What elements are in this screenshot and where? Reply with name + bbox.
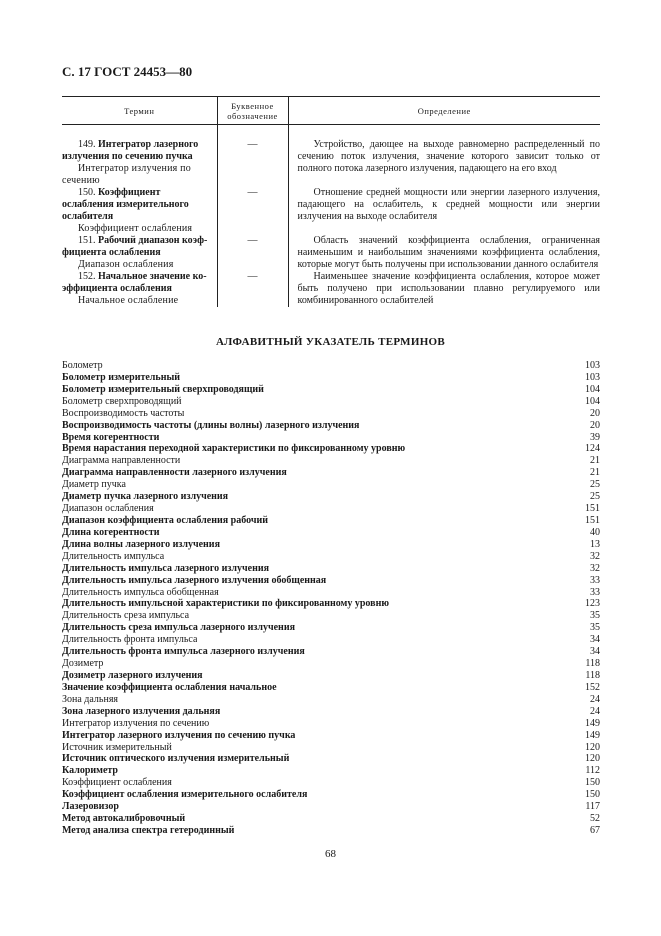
index-entry — [62, 825, 600, 837]
index-entry — [62, 491, 600, 503]
index-entry — [62, 777, 600, 789]
term-number: 152. — [78, 271, 96, 282]
term-synonym: Коэффициент ослабления — [78, 223, 193, 234]
index-term: Воспроизводимость частоты — [62, 407, 185, 419]
index-page-ref: 103 — [585, 371, 600, 383]
abbreviation-cell — [217, 235, 288, 271]
term-bold-2: излучения по сечению пучка — [62, 151, 193, 162]
table-header-row — [62, 97, 600, 125]
index-page-ref: 32 — [590, 550, 600, 562]
index-entry — [62, 682, 600, 694]
index-page-ref: 151 — [585, 514, 600, 526]
term-cell — [62, 125, 217, 188]
page-header: С. 17 ГОСТ 24453—80 — [62, 64, 193, 79]
index-page-ref: 35 — [590, 610, 600, 622]
term-main — [62, 187, 215, 223]
index-list — [62, 360, 600, 837]
index-entry — [62, 789, 600, 801]
index-term: Длительность фронта импульса — [62, 634, 198, 646]
index-term: Калориметр — [62, 765, 118, 777]
index-page-ref: 24 — [590, 705, 600, 717]
abbreviation-cell — [217, 271, 288, 307]
index-page-ref: 34 — [590, 634, 600, 646]
index-entry — [62, 646, 600, 658]
index-entry — [62, 694, 600, 706]
index-term: Длительность импульса — [62, 550, 165, 562]
term-number: 149. — [78, 139, 96, 150]
index-term: Длительность среза импульса лазерного излучения — [62, 622, 295, 634]
index-term: Болометр измерительный сверхпроводящий — [62, 383, 264, 395]
index-term: Болометр — [62, 360, 103, 371]
header-abbreviation — [217, 97, 288, 125]
index-entry — [62, 813, 600, 825]
index-entry — [62, 610, 600, 622]
index-page-ref: 24 — [590, 693, 600, 705]
index-term: Дозиметр — [62, 658, 104, 670]
index-term: Болометр сверхпроводящий — [62, 395, 182, 407]
index-term: Болометр измерительный — [62, 371, 181, 383]
index-entry — [62, 730, 600, 742]
index-page-ref: 33 — [590, 586, 600, 598]
index-page-ref: 149 — [585, 729, 600, 741]
index-entry — [62, 634, 600, 646]
abbreviation-cell — [217, 187, 288, 235]
index-page-ref: 33 — [590, 574, 600, 586]
abbreviation-cell — [217, 125, 288, 188]
index-term: Диапазон коэффициента ослабления рабочий — [62, 514, 268, 526]
index-entry — [62, 372, 600, 384]
index-entry — [62, 455, 600, 467]
term-main — [62, 235, 215, 259]
index-entry — [62, 503, 600, 515]
definition-cell — [288, 125, 600, 188]
table-row — [62, 187, 600, 235]
term-bold-2: измерительного ослабителя — [62, 199, 189, 222]
index-entry — [62, 539, 600, 551]
page-number: 68 — [325, 848, 336, 860]
definition-cell — [288, 271, 600, 307]
header-term: Термин — [62, 97, 217, 125]
index-entry — [62, 432, 600, 444]
index-page-ref: 124 — [585, 443, 600, 455]
index-entry — [62, 742, 600, 754]
index-term: Интегратор излучения по сечению — [62, 717, 210, 729]
index-term: Длина когерентности — [62, 526, 160, 538]
term-bold-1: Коэффициент ослабления — [62, 187, 161, 210]
index-term: Диаметр пучка — [62, 479, 126, 491]
index-entry — [62, 622, 600, 634]
index-page-ref: 104 — [585, 395, 600, 407]
index-page-ref: 35 — [590, 622, 600, 634]
index-term: Метод анализа спектра гетеродинный — [62, 824, 235, 836]
index-entry — [62, 575, 600, 587]
index-entry — [62, 765, 600, 777]
index-page-ref: 103 — [585, 360, 600, 371]
index-term: Длительность среза импульса — [62, 610, 190, 622]
index-term: Время когерентности — [62, 431, 160, 443]
index-page-ref: 150 — [585, 777, 600, 789]
term-main — [62, 139, 215, 163]
abbreviation-value: — — [247, 139, 258, 150]
index-entry — [62, 527, 600, 539]
index-term: Длительность импульса обобщенная — [62, 586, 219, 598]
index-term: Диапазон ослабления — [62, 503, 154, 515]
index-term: Диаметр пучка лазерного излучения — [62, 491, 229, 503]
index-entry — [62, 658, 600, 670]
index-term: Зона лазерного излучения дальняя — [62, 705, 221, 717]
term-cell — [62, 271, 217, 307]
index-page-ref: 20 — [590, 407, 600, 419]
index-entry — [62, 479, 600, 491]
index-term: Длительность импульсной характеристики по фиксированному уровню — [62, 598, 389, 610]
definition-text: Область значений коэффициента ослабления, ограниченная наименьшим и наибольшим значениями коэффициента ослабления, которые могут быть получены при использовании данного ослабителя — [297, 235, 600, 270]
index-page-ref: 112 — [585, 765, 600, 777]
definition-cell — [288, 187, 600, 235]
term-bold-1: Начальное значение ко- — [98, 271, 207, 282]
index-page-ref: 150 — [585, 789, 600, 801]
index-page-ref: 151 — [585, 503, 600, 515]
index-entry — [62, 801, 600, 813]
index-term: Время нарастания переходной характеристики по фиксированному уровню — [62, 443, 406, 455]
term-number: 150. — [78, 187, 96, 198]
index-page-ref: 152 — [585, 681, 600, 693]
index-page-ref: 13 — [590, 538, 600, 550]
index-term: Длительность импульса лазерного излучения обобщенная — [62, 574, 327, 586]
abbreviation-value: — — [247, 271, 258, 282]
index-entry — [62, 360, 600, 372]
index-term: Зона дальняя — [62, 693, 119, 705]
index-entry — [62, 598, 600, 610]
index-page-ref: 25 — [590, 491, 600, 503]
index-entry — [62, 396, 600, 408]
index-term: Воспроизводимость частоты (длины волны) лазерного излучения — [62, 419, 360, 431]
index-entry — [62, 467, 600, 479]
index-term: Коэффициент ослабления — [62, 777, 172, 789]
definition-text: Устройство, дающее на выходе равномерно распределенный по сечению поток излучения, значение которого зависит только от полного потока лазерного излучения, падающего на его вход — [297, 139, 600, 174]
index-term: Коэффициент ослабления измерительного ослабителя — [62, 789, 308, 801]
index-term: Длительность фронта импульса лазерного излучения — [62, 646, 305, 658]
index-page-ref: 25 — [590, 479, 600, 491]
index-entry — [62, 718, 600, 730]
index-term: Длительность импульса лазерного излучения — [62, 562, 270, 574]
index-page-ref: 104 — [585, 383, 600, 395]
index-page-ref: 40 — [590, 526, 600, 538]
term-bold-1: Рабочий диапазон коэф- — [98, 235, 208, 246]
term-number: 151. — [78, 235, 96, 246]
term-cell — [62, 187, 217, 235]
header-abbr-line2: обозначение — [227, 110, 278, 121]
index-page-ref: 120 — [585, 753, 600, 765]
index-entry — [62, 443, 600, 455]
index-page-ref: 118 — [585, 669, 600, 681]
table-row — [62, 271, 600, 307]
index-entry — [62, 420, 600, 432]
index-page-ref: 34 — [590, 646, 600, 658]
terms-table — [62, 96, 600, 307]
definition-cell — [288, 235, 600, 271]
index-entry — [62, 515, 600, 527]
index-term: Длина волны лазерного излучения — [62, 538, 220, 550]
term-synonym: Интегратор излучения по сечению — [62, 163, 191, 186]
index-page-ref: 20 — [590, 419, 600, 431]
index-entry — [62, 408, 600, 420]
table-row — [62, 235, 600, 271]
index-entry — [62, 670, 600, 682]
index-entry — [62, 706, 600, 718]
index-term: Диаграмма направленности — [62, 455, 181, 467]
term-synonym: Начальное ослабление — [78, 295, 179, 306]
index-term: Источник оптического излучения измерительный — [62, 753, 290, 765]
table-row — [62, 125, 600, 188]
index-page-ref: 39 — [590, 431, 600, 443]
index-title: АЛФАВИТНЫЙ УКАЗАТЕЛЬ ТЕРМИНОВ — [215, 336, 446, 348]
index-entry — [62, 563, 600, 575]
term-bold-2: эффициента ослабления — [62, 283, 172, 294]
index-page-ref: 21 — [590, 467, 600, 479]
index-entry — [62, 587, 600, 599]
index-term: Дозиметр лазерного излучения — [62, 669, 203, 681]
header-definition: Определение — [288, 97, 600, 125]
index-page-ref: 52 — [590, 813, 600, 825]
abbreviation-value: — — [247, 235, 258, 246]
index-entry — [62, 753, 600, 765]
index-page-ref: 118 — [585, 658, 600, 670]
header-abbr-line1: Буквенное — [231, 100, 274, 111]
term-bold-2: фициента ослабления — [62, 247, 161, 258]
index-page-ref: 117 — [585, 801, 600, 813]
index-entry — [62, 384, 600, 396]
index-page-ref: 123 — [585, 598, 600, 610]
index-page-ref: 32 — [590, 562, 600, 574]
index-term: Значение коэффициента ослабления начальное — [62, 681, 277, 693]
definition-text: Наименьшее значение коэффициента ослабления, которое может быть получено при использовании плавно регулируемого или комбинированного ослабителей — [297, 271, 600, 306]
index-term: Диаграмма направленности лазерного излучения — [62, 467, 287, 479]
term-bold-1: Интегратор лазерного — [98, 139, 199, 150]
term-cell — [62, 235, 217, 271]
index-term: Источник измерительный — [62, 741, 172, 753]
term-main — [62, 271, 215, 295]
index-page-ref: 149 — [585, 717, 600, 729]
index-term: Лазеровизор — [62, 801, 119, 813]
index-page-ref: 120 — [585, 741, 600, 753]
index-page-ref: 21 — [590, 455, 600, 467]
abbreviation-value: — — [247, 187, 258, 198]
definition-text: Отношение средней мощности или энергии лазерного излучения, падающего на ослабитель, к средней мощности или энергии излучения на выходе ослабителя — [297, 187, 600, 222]
index-page-ref: 67 — [590, 824, 600, 836]
index-term: Интегратор лазерного излучения по сечению пучка — [62, 729, 296, 741]
index-entry — [62, 551, 600, 563]
index-term: Метод автокалибровочный — [62, 813, 186, 825]
term-synonym: Диапазон ослабления — [78, 259, 174, 270]
